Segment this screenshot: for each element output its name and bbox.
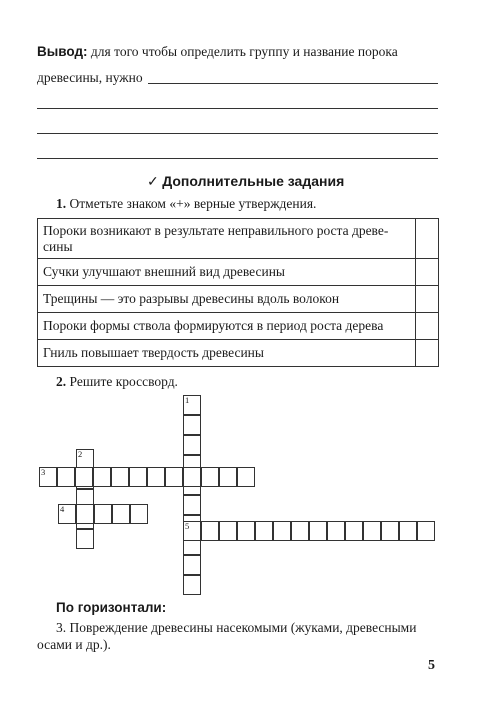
crossword-cell[interactable] [183, 575, 201, 595]
crossword-cell[interactable] [93, 467, 111, 487]
crossword-cell[interactable] [399, 521, 417, 541]
task-2-text: Решите кроссворд. [69, 374, 178, 389]
statement-text: Гниль повышает твердость древесины [38, 340, 416, 367]
crossword-cell[interactable] [130, 504, 148, 524]
section-title: Дополнительные задания [162, 173, 345, 189]
crossword-number-4: 4 [60, 504, 65, 514]
crossword-cell[interactable] [112, 504, 130, 524]
statement-1-line-1: Пороки возникают в результате неправильного роста древе- [43, 222, 389, 238]
crossword-cell[interactable] [345, 521, 363, 541]
crossword-cell[interactable] [183, 415, 201, 435]
crossword-cell[interactable] [381, 521, 399, 541]
task-2-number: 2. [56, 374, 67, 389]
statement-1-line-2: сины [43, 238, 73, 254]
crossword-number-1: 1 [185, 395, 190, 405]
crossword-cell[interactable] [147, 467, 165, 487]
crossword-cell[interactable] [219, 467, 237, 487]
crossword-cell[interactable] [201, 521, 219, 541]
clue-3-line-2: осами и др.). [37, 637, 111, 652]
conclusion-text: для того чтобы определить группу и название порока [90, 44, 398, 59]
crossword-cell[interactable] [273, 521, 291, 541]
crossword-cell[interactable] [111, 467, 129, 487]
crossword-cell[interactable] [76, 529, 94, 549]
crossword-cell[interactable] [291, 521, 309, 541]
crossword-cell[interactable] [327, 521, 345, 541]
task-1-text: Отметьте знаком «+» верные утверждения. [69, 196, 317, 211]
clue-3-line-1: 3. Повреждение древесины насекомыми (жуками, древесными [56, 620, 417, 635]
crossword-cell[interactable] [237, 521, 255, 541]
crossword-cell[interactable] [183, 495, 201, 515]
statement-text: Пороки формы ствола формируются в период роста дерева [38, 313, 416, 340]
crossword-cell[interactable] [255, 521, 273, 541]
crossword-cell[interactable] [201, 467, 219, 487]
page-number: 5 [428, 658, 435, 673]
crossword-cell[interactable] [129, 467, 147, 487]
crossword-number-3: 3 [41, 467, 46, 477]
statement-text: Трещины — это разрывы древесины вдоль волокон [38, 286, 416, 313]
crossword-cell[interactable] [309, 521, 327, 541]
crossword-cell[interactable] [219, 521, 237, 541]
crossword-number-5: 5 [185, 521, 190, 531]
task-1-number: 1. [56, 196, 67, 211]
crossword-cell[interactable] [183, 467, 201, 487]
crossword-cell[interactable] [363, 521, 381, 541]
crossword-cell[interactable] [417, 521, 435, 541]
horizontal-heading: По горизонтали: [56, 600, 167, 615]
crossword-cell[interactable] [94, 504, 112, 524]
crossword-cell[interactable] [183, 555, 201, 575]
checkmark-icon: ✓ [147, 175, 159, 190]
crossword-cell[interactable] [75, 467, 93, 487]
crossword-number-2: 2 [78, 449, 83, 459]
conclusion-line-2-text: древесины, нужно [37, 70, 143, 85]
crossword-cell[interactable] [237, 467, 255, 487]
statement-text: Сучки улучшают внешний вид древесины [38, 259, 416, 286]
crossword-cell[interactable] [165, 467, 183, 487]
crossword-cell[interactable] [183, 435, 201, 455]
crossword-cell[interactable] [57, 467, 75, 487]
conclusion-label: Вывод: [37, 44, 88, 59]
crossword-cell[interactable] [76, 504, 94, 524]
